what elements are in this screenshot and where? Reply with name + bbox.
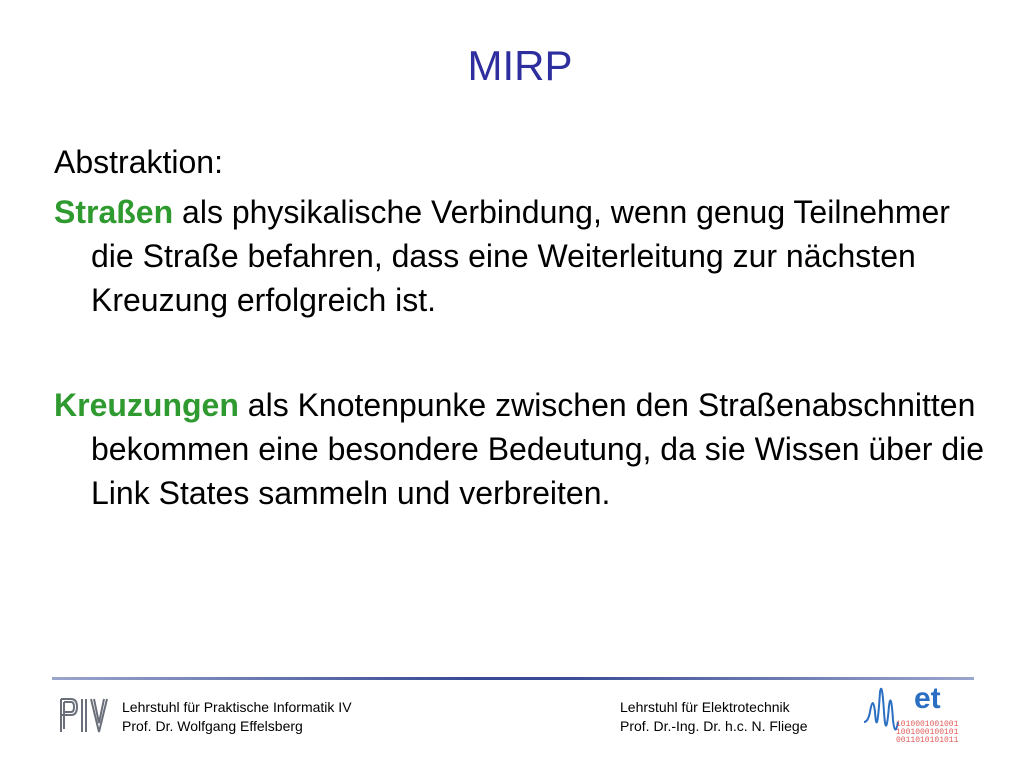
footer-right-text — [620, 698, 808, 736]
paragraph-spacer — [54, 322, 984, 383]
et-logo — [862, 682, 974, 746]
footer-left-text — [122, 698, 352, 736]
footer-left-line2: Prof. Dr. Wolfgang Effelsberg — [122, 718, 303, 734]
footer-right-line1: Lehrstuhl für Elektrotechnik — [620, 699, 790, 715]
intro-line: Abstraktion: — [54, 144, 223, 180]
signal-wave-icon — [864, 689, 898, 730]
highlight-intersections: Kreuzungen — [54, 387, 239, 423]
paragraph-intersections-text: als Knotenpunke zwischen den Straßenabschnitten bekommen eine besondere Bedeutung, da sie Wissen über die Link States sammeln und verbreiten. — [91, 387, 985, 511]
slide-content — [54, 140, 984, 515]
binary-row-1: 1010001001001 — [896, 720, 959, 729]
slide-title: MIRP — [467, 42, 573, 89]
pi4-logo — [58, 695, 110, 735]
highlight-streets: Straßen — [54, 194, 174, 230]
paragraph-streets-text: als physikalische Verbindung, wenn genug Teilnehmer die Straße befahren, dass eine Weiterleitung zur nächsten Kreuzung erfolgreich ist. — [91, 194, 950, 318]
paragraph-intersections — [54, 383, 984, 515]
footer-right-line2: Prof. Dr.-Ing. Dr. h.c. N. Fliege — [620, 718, 808, 734]
binary-row-3: 0011010101011 — [896, 736, 959, 745]
binary-row-2: 1001000100101 — [896, 728, 959, 737]
paragraph-streets — [54, 190, 984, 322]
svg-text:PI4: PI4 — [84, 721, 86, 722]
footer-left-line1: Lehrstuhl für Praktische Informatik IV — [122, 699, 352, 715]
et-logo-letters: et — [914, 682, 941, 715]
footer-divider — [52, 677, 974, 680]
